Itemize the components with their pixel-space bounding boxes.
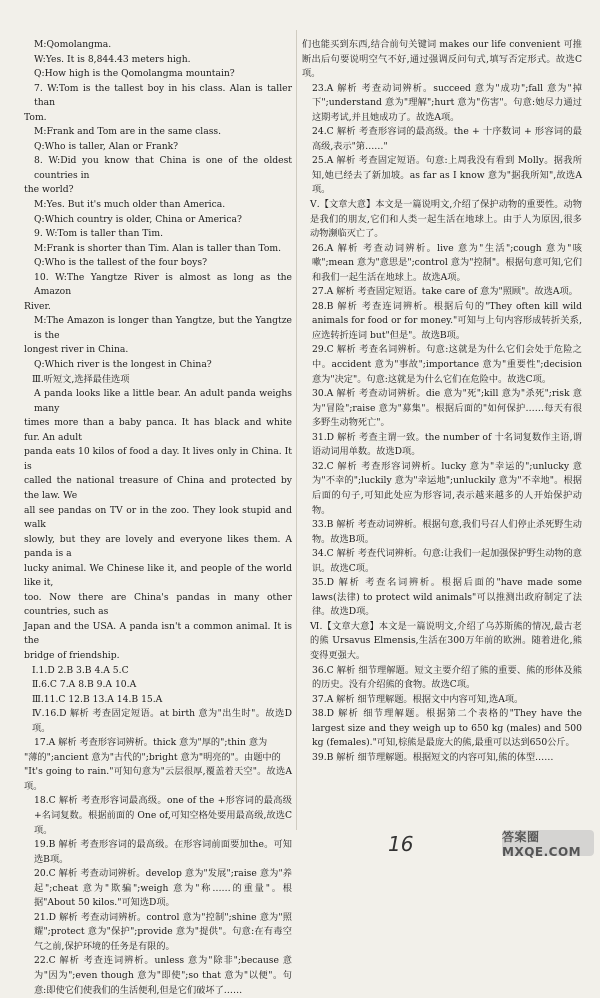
right-column-line: 37.A 解析 细节理解题。根据文中内容可知,选A项。 bbox=[312, 693, 524, 705]
left-column-line: 22.C 解析 考查连词辨析。unless 意为"除非";because 意为"因为";even though 意为"即使";so that 意为"以便"。句意:即使它们使我们的生活便利,但是它们破坏了…… bbox=[34, 955, 292, 996]
right-column-line: 33.B 解析 考查动词辨析。根据句意,我们号召人们停止杀死野生动物。故选B项。 bbox=[312, 519, 582, 545]
left-column-line: A panda looks like a little bear. An adult panda weighs many bbox=[34, 388, 292, 414]
left-column-line: "薄的";ancient 意为"古代的";bright 意为"明亮的"。由题中的 bbox=[24, 751, 281, 763]
right-column-line: 31.D 解析 考查主谓一致。the number of 十名词复数作主语,谓语动词用单数。故选D项。 bbox=[312, 431, 582, 458]
left-column-line: M:Frank is shorter than Tim. Alan is taller than Tom. bbox=[34, 242, 282, 254]
page-number: 16 bbox=[388, 832, 414, 856]
left-column-line: slowly, but they are lovely and everyone likes them. A panda is a bbox=[24, 533, 292, 560]
left-column-line: 10. W:The Yangtze River is almost as long as the Amazon bbox=[34, 271, 292, 298]
left-column-line: Ⅱ.6.C 7.A 8.B 9.A 10.A bbox=[32, 679, 137, 691]
right-column-line: 24.C 解析 考查形容词的最高级。the + 十序数词 + 形容词的最高级,表示"第……" bbox=[312, 126, 582, 152]
left-column-line: W:Yes. It is 8,844.43 meters high. bbox=[34, 53, 191, 65]
right-column-line: 34.C 解析 考查代词辨析。句意:让我们一起加强保护野生动物的意识。故选C项。 bbox=[312, 548, 582, 574]
left-column-line: 9. W:Tom is taller than Tim. bbox=[34, 228, 163, 240]
column-divider bbox=[296, 30, 297, 830]
right-column-line: Ⅴ.【文章大意】本文是一篇说明文,介绍了保护动物的重要性。动物是我们的朋友,它们和人类一起生活在地球上。由于人为原因,很多动物濒临灭亡了。 bbox=[310, 199, 582, 240]
right-column-line: 们也能买到东西,结合前句关键词 makes our life convenient 可推断出后句要说明空气不好,通过强调反问句式,填写否定形式。故选C项。 bbox=[302, 39, 582, 80]
left-column-line: called the national treasure of China and protected by the law. We bbox=[24, 475, 292, 501]
left-column-line: 21.D 解析 考查动词辨析。control 意为"控制";shine 意为"照耀";protect 意为"保护";provide 意为"提供"。句意:在有毒空气之前,保护环境的任务是有限的。 bbox=[34, 911, 292, 952]
left-column-line: 7. W:Tom is the tallest boy in his class. Alan is taller than bbox=[34, 82, 292, 109]
left-column-line: Q:Which river is the longest in China? bbox=[34, 359, 212, 371]
right-column-line: 23.A 解析 考查动词辨析。succeed 意为"成功";fall 意为"掉下";understand 意为"理解";hurt 意为"伤害"。句意:她尽力通过这期考试,并且她成功了。故选A项。 bbox=[312, 82, 582, 123]
left-column-line: 8. W:Did you know that China is one of the oldest countries in bbox=[34, 155, 292, 181]
right-column-line: 35.D 解析 考查名词辨析。根据后面的"have made some laws(法律) to protect wild animals"可以推测出政府制定了法律。故选D项。 bbox=[312, 577, 582, 618]
left-column-line: Q:How high is the Qomolangma mountain? bbox=[34, 68, 235, 80]
left-column-line: 19.B 解析 考查形容词的最高级。在形容词前面要加the。可知选B项。 bbox=[34, 839, 292, 865]
left-column-line: bridge of friendship. bbox=[24, 649, 120, 661]
left-column-line: Tom. bbox=[24, 111, 47, 123]
right-column-line: 30.A 解析 考查动词辨析。die 意为"死";kill 意为"杀死";risk 意为"冒险";raise 意为"募集"。根据后面的"如何保护……每天有很多野生动物死亡"。 bbox=[312, 388, 582, 429]
left-column-line: all see pandas on TV or in the zoo. They look stupid and walk bbox=[24, 504, 292, 531]
left-column-line: Ⅲ.听短文,选择最佳选项 bbox=[32, 373, 130, 385]
right-column-line: 38.D 解析 细节理解题。根据第二个表格的"They have the largest size and they weigh up to 650 kg (males) and 500 kg (females)."可知,棕熊是最庞大的熊,最重可以达到650公斤。 bbox=[312, 708, 582, 749]
right-column-line: 39.B 解析 细节理解题。根据短文的内容可知,熊的体型…… bbox=[312, 751, 554, 763]
left-column-line: M:Qomolangma. bbox=[34, 39, 112, 50]
left-column-line: panda eats 10 kilos of food a day. It lives only in China. It is bbox=[24, 446, 292, 472]
left-column-line: "It's going to rain."可知句意为"云层很厚,覆盖着天空"。故选A项。 bbox=[24, 766, 292, 792]
right-column-line: 32.C 解析 考查形容词辨析。lucky 意为"幸运的";unlucky 意为"不幸的";luckily 意为"幸运地";unluckily 意为"不幸地"。根据后面的句子,可知此处应为形容词,表示越来越多的人开始保护动物。 bbox=[312, 460, 582, 516]
left-column-line: 20.C 解析 考查动词辨析。develop 意为"发展";raise 意为"养起";cheat 意为"欺骗";weigh 意为"称……的重量"。根据"About 50 kilos."可知选D项。 bbox=[34, 868, 292, 909]
right-column-line: 25.A 解析 考查固定短语。句意:上周我没有看到 Molly。据我所知,她已经去了新加坡。as far as I know 意为"据我所知",故选A项。 bbox=[312, 155, 582, 196]
site-watermark-logo: 答案圈 MXQE.COM bbox=[502, 830, 594, 856]
left-column-line: Q:Which country is older, China or America? bbox=[34, 213, 242, 225]
left-column-line: Ⅰ.1.D 2.B 3.B 4.A 5.C bbox=[32, 664, 129, 676]
left-column-line: M:The Amazon is longer than Yangtze, but the Yangtze is the bbox=[34, 315, 292, 341]
left-column-line: Q:Who is the tallest of the four boys? bbox=[34, 257, 208, 269]
left-column-line: Ⅲ.11.C 12.B 13.A 14.B 15.A bbox=[32, 693, 163, 705]
left-column-line: times more than a baby panca. It has black and white fur. An adult bbox=[24, 417, 292, 443]
right-column-line: 36.C 解析 细节理解题。短文主要介绍了熊的重要、熊的形体及熊的历史。没有介绍熊的食物。故选C项。 bbox=[312, 664, 582, 691]
right-column-line: 27.A 解析 考查固定短语。take care of 意为"照顾"。故选A项。 bbox=[312, 286, 578, 298]
right-column-line: 29.C 解析 考查名词辨析。句意:这就是为什么它们会处于危险之中。accident 意为"事故";importance 意为"重要性";decision 意为"决定"。句意:这就是为什么它们在危险中。故选C项。 bbox=[312, 344, 582, 385]
right-column bbox=[302, 38, 582, 820]
left-column-line: Japan and the USA. A panda isn't a common animal. It is the bbox=[24, 620, 292, 647]
left-column-line: M:Frank and Tom are in the same class. bbox=[34, 126, 222, 138]
left-column-line: M:Yes. But it's much older than America. bbox=[34, 199, 226, 211]
left-column-line: 17.A 解析 考查形容词辨析。thick 意为"厚的";thin 意为 bbox=[34, 737, 268, 749]
page-footer bbox=[0, 830, 600, 860]
left-column-line: River. bbox=[24, 300, 51, 312]
left-column-line: Q:Who is taller, Alan or Frank? bbox=[34, 140, 179, 152]
left-column-line: Ⅳ.16.D 解析 考查固定短语。at birth 意为"出生时"。故选D项。 bbox=[32, 708, 292, 734]
right-column-line: 28.B 解析 考查连词辨析。根据后句的"They often kill wild animals for food or for money."可知与上句内容形成转折关系,应选转折连词 but"但是"。故选B项。 bbox=[312, 300, 582, 341]
left-column-line: longest river in China. bbox=[24, 344, 129, 356]
left-column bbox=[24, 38, 292, 996]
right-column-line: 26.A 解析 考查动词辨析。live 意为"生活";cough 意为"咳嗽";mean 意为"意思是";control 意为"控制"。根据句意可知,它们和我们一起生活在地球上。故选A项。 bbox=[312, 242, 582, 283]
left-column-line: 18.C 解析 考查形容词最高级。one of the +形容词的最高级+名词复数。根据前面的 One of,可知空格处要用最高级,故选C项。 bbox=[34, 795, 292, 836]
left-column-line: lucky animal. We Chinese like it, and people of the world like it, bbox=[24, 562, 292, 589]
right-column-line: Ⅵ.【文章大意】本文是一篇说明文,介绍了乌苏斯熊的情况,最古老的熊 Ursavus Elmensis,生活在300万年前的欧洲。随着进化,熊变得更强大。 bbox=[310, 620, 582, 661]
left-column-line: the world? bbox=[24, 184, 74, 196]
left-column-line: too. Now there are China's pandas in many other countries, such as bbox=[24, 591, 292, 618]
